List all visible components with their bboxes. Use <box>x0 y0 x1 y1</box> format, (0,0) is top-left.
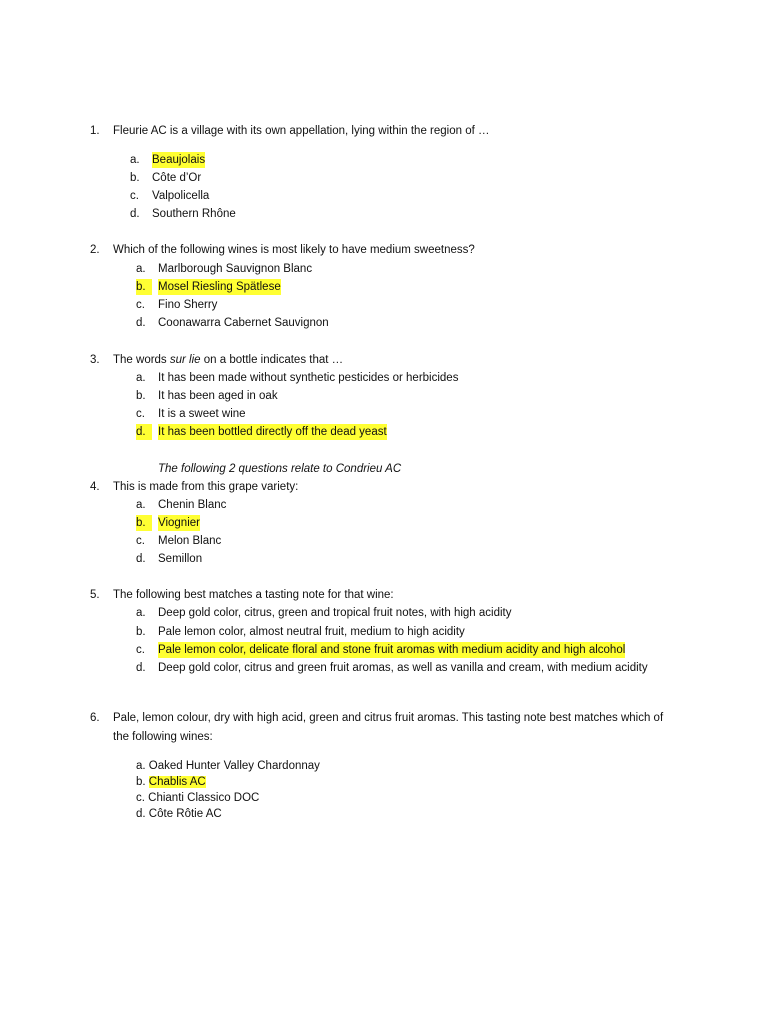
q1-option-a-text: Beaujolais <box>152 154 206 166</box>
q6-option-d-letter: d. <box>136 808 146 820</box>
q4-option-c-text: Melon Blanc <box>158 535 222 547</box>
q2-option-c-text: Fino Sherry <box>158 299 218 311</box>
question-4-number: 4. <box>90 481 100 493</box>
question-6-text-line1: Pale, lemon colour, dry with high acid, green and citrus fruit aromas. This tasting note best matches which of <box>113 712 664 724</box>
q6-option-d-text: Côte Rôtie AC <box>148 808 222 820</box>
q4-option-b-letter: b. <box>136 515 152 531</box>
q6-option-b-letter: b. <box>136 776 146 788</box>
q6-option-c <box>136 790 259 806</box>
q1-option-b-text: Côte d’Or <box>152 172 202 184</box>
question-2-number: 2. <box>90 244 100 256</box>
q4-option-d-text: Semillon <box>158 553 203 565</box>
question-6-number: 6. <box>90 712 100 724</box>
q6-option-c-letter: c. <box>136 792 145 804</box>
q3-option-b-text: It has been aged in oak <box>158 390 278 402</box>
q6-option-b-text: Chablis AC <box>148 776 206 788</box>
question-5-number: 5. <box>90 589 100 601</box>
q2-option-a-letter: a. <box>136 263 146 275</box>
q5-option-c-letter: c. <box>136 644 145 656</box>
q3-option-c-text: It is a sweet wine <box>158 408 246 420</box>
q3-option-a-text: It has been made without synthetic pesticides or herbicides <box>158 372 459 384</box>
q1-option-c-letter: c. <box>130 190 139 202</box>
question-2-text: Which of the following wines is most likely to have medium sweetness? <box>113 244 475 256</box>
q3-option-c-letter: c. <box>136 408 145 420</box>
q1-option-d-text: Southern Rhône <box>152 208 236 220</box>
q1-option-d-letter: d. <box>130 208 140 220</box>
condrieu-intro: The following 2 questions relate to Condrieu AC <box>158 463 402 475</box>
q5-option-b-text: Pale lemon color, almost neutral fruit, medium to high acidity <box>158 626 465 638</box>
q6-option-a-letter: a. <box>136 760 146 772</box>
q6-option-b <box>136 774 206 790</box>
q2-option-d-text: Coonawarra Cabernet Sauvignon <box>158 317 329 329</box>
question-1-number: 1. <box>90 125 100 137</box>
q4-option-c-letter: c. <box>136 535 145 547</box>
q2-option-c-letter: c. <box>136 299 145 311</box>
q3-option-a-letter: a. <box>136 372 146 384</box>
question-3-text-italic: sur lie <box>169 354 201 366</box>
question-4-text: This is made from this grape variety: <box>113 481 299 493</box>
question-3-text <box>113 352 343 368</box>
q4-option-a-letter: a. <box>136 499 146 511</box>
question-3-number: 3. <box>90 354 100 366</box>
q3-option-b-letter: b. <box>136 390 146 402</box>
q1-option-c-text: Valpolicella <box>152 190 210 202</box>
question-6-text-line2: the following wines: <box>113 731 213 743</box>
q2-option-d-letter: d. <box>136 317 146 329</box>
q1-option-a-letter: a. <box>130 154 140 166</box>
q5-option-d-letter: d. <box>136 662 146 674</box>
q6-option-c-text: Chianti Classico DOC <box>148 792 260 804</box>
q2-option-b-letter: b. <box>136 279 152 295</box>
q6-option-d <box>136 806 222 822</box>
q1-option-b-letter: b. <box>130 172 140 184</box>
q5-option-b-letter: b. <box>136 626 146 638</box>
q2-option-b-text: Mosel Riesling Spätlese <box>158 281 281 293</box>
q4-option-a-text: Chenin Blanc <box>158 499 227 511</box>
q5-option-c-text: Pale lemon color, delicate floral and stone fruit aromas with medium acidity and high alcohol <box>158 644 626 656</box>
q6-option-a <box>136 758 320 774</box>
q3-option-d-letter: d. <box>136 424 152 440</box>
q5-option-a-letter: a. <box>136 607 146 619</box>
question-3-text-post: on a bottle indicates that … <box>200 354 344 366</box>
q4-option-b-text: Viognier <box>158 517 200 529</box>
question-1-text: Fleurie AC is a village with its own appellation, lying within the region of … <box>113 125 490 137</box>
q5-option-d-text: Deep gold color, citrus and green fruit aromas, as well as vanilla and cream, with medium acidity <box>158 662 648 674</box>
q4-option-d-letter: d. <box>136 553 146 565</box>
question-5-text: The following best matches a tasting note for that wine: <box>113 589 394 601</box>
q6-option-a-text: Oaked Hunter Valley Chardonnay <box>148 760 320 772</box>
q3-option-d-text: It has been bottled directly off the dead yeast <box>158 426 387 438</box>
q2-option-a-text: Marlborough Sauvignon Blanc <box>158 263 313 275</box>
question-3-text-pre: The words <box>113 354 170 366</box>
q5-option-a-text: Deep gold color, citrus, green and tropical fruit notes, with high acidity <box>158 607 512 619</box>
